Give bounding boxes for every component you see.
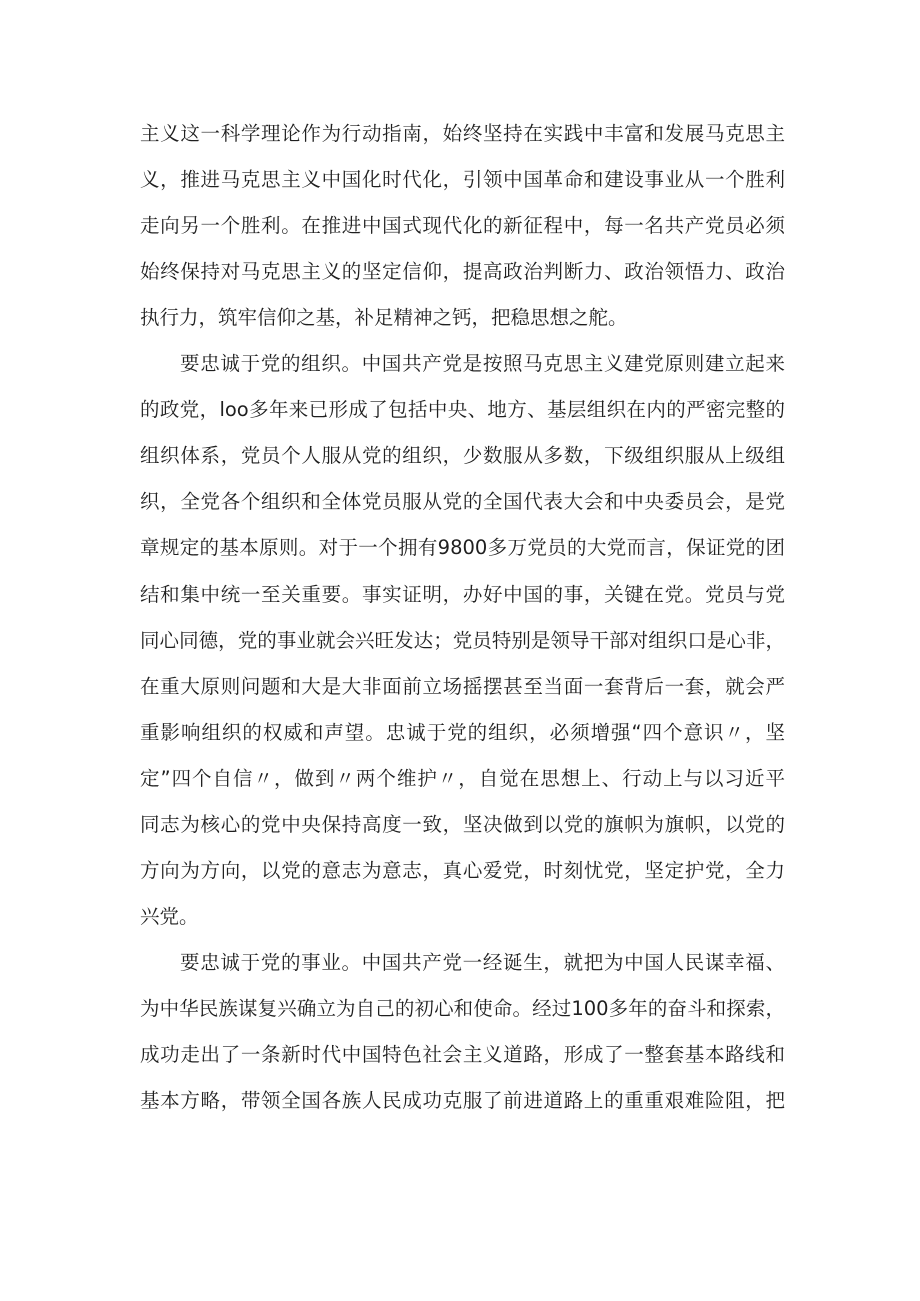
text-line: 同志为核心的党中央保持高度一致，坚决做到以党的旗帜为旗帜，以党的 [140,812,785,836]
text-line: 执行力，筑牢信仰之基，补足精神之钙，把稳思想之舵。 [140,306,628,330]
text-line: 走向另一个胜利。在推进中国式现代化的新征程中，每一名共产党员必须 [140,214,785,238]
text-line: 同心同德，党的事业就会兴旺发达；党员特别是领导干部对组织口是心非， [140,628,785,652]
text-line: 结和集中统一至关重要。事实证明，办好中国的事，关键在党。党员与党 [140,582,785,606]
text-line: 义，推进马克思主义中国化时代化，引领中国革命和建设事业从一个胜利 [140,168,785,192]
text-line: 在重大原则问题和大是大非面前立场摇摆甚至当面一套背后一套，就会严 [140,674,785,698]
text-line: 主义这一科学理论作为行动指南，始终坚持在实践中丰富和发展马克思主 [140,122,785,145]
text-line: 组织体系，党员个人服从党的组织，少数服从多数，下级组织服从上级组 [140,444,785,468]
text-line: 定”四个自信〃，做到〃两个维护〃，自觉在思想上、行动上与以习近平 [140,766,785,790]
text-line: 的政党，loo多年来已形成了包括中央、地方、基层组织在内的严密完整的 [140,398,785,422]
text-line: 织，全党各个组织和全体党员服从党的全国代表大会和中央委员会，是党 [140,490,785,514]
text-line: 重影响组织的权威和声望。忠诚于党的组织，必须增强“四个意识〃，坚 [140,720,785,744]
text-line: 成功走出了一条新时代中国特色社会主义道路，形成了一整套基本路线和 [140,1043,785,1066]
text-line: 为中华民族谋复兴确立为自己的初心和使命。经过100多年的奋斗和探索， [140,996,785,1020]
text-line: 方向为方向，以党的意志为意志，真心爱党，时刻忧党，坚定护党，全力 [140,858,785,882]
text-line: 兴党。 [140,904,199,928]
text-line: 要忠诚于党的组织。中国共产党是按照马克思主义建党原则建立起来 [180,352,785,376]
text-line: 要忠诚于党的事业。中国共产党一经诞生，就把为中国人民谋幸福、 [180,950,785,974]
text-line: 始终保持对马克思主义的坚定信仰，提高政治判断力、政治领悟力、政治 [140,260,785,284]
text-line: 章规定的基本原则。对于一个拥有9800多万党员的大党而言，保证党的团 [140,536,785,560]
text-line: 基本方略，带领全国各族人民成功克服了前进道路上的重重艰难险阻，把 [140,1089,785,1113]
